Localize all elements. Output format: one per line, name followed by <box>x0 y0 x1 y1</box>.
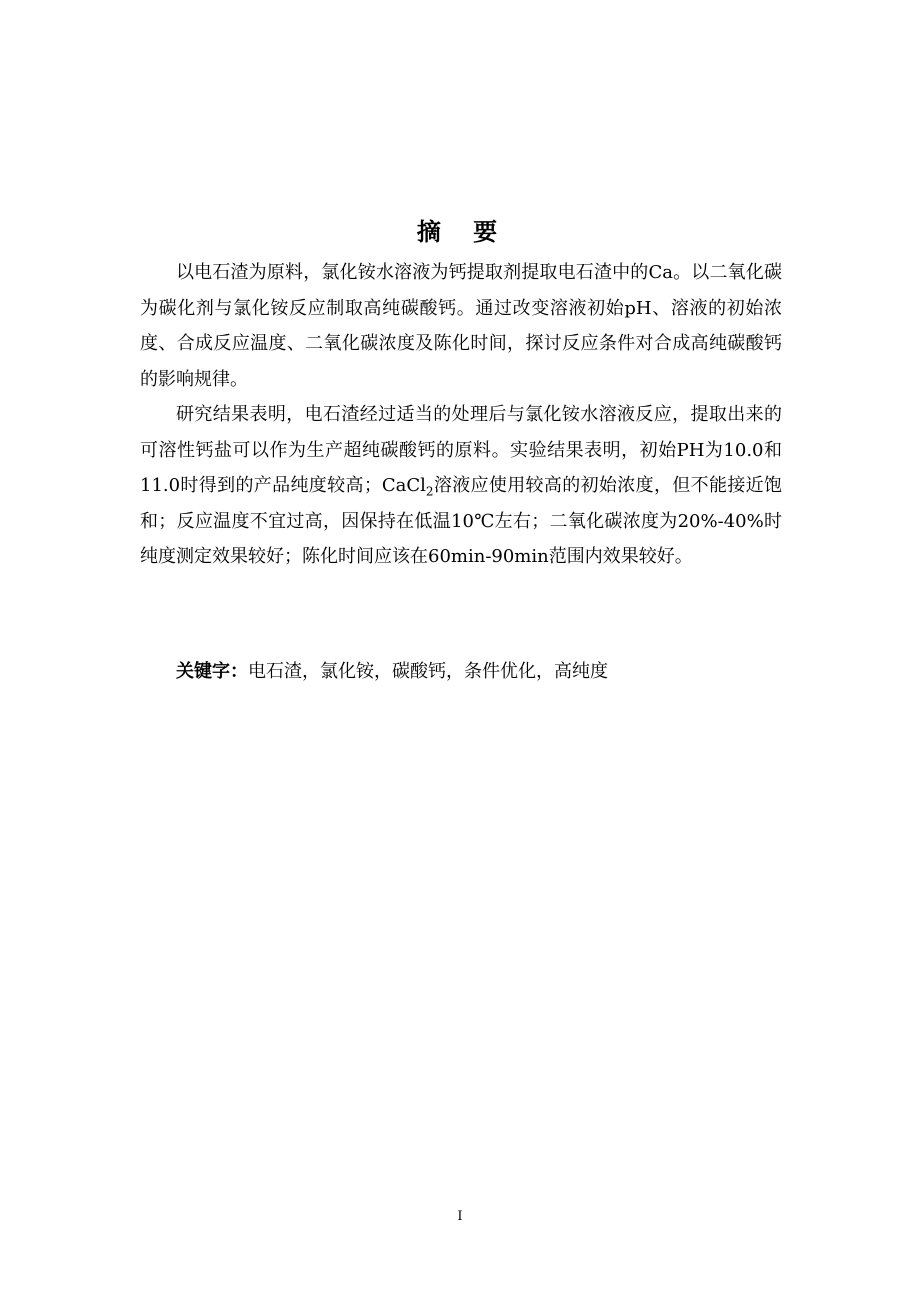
cacl2-subscript: 2 <box>425 484 434 499</box>
paragraph-2-text-part-2: 溶液应使用较高的初始浓度，但不能接近饱和；反应温度不宜过高，因保持在低温10℃左右；二氧化碳浓度为20%-40%时纯度测定效果较好；陈化时间应该在60min-90min范围内效果较好。 <box>140 475 782 567</box>
abstract-body <box>140 255 782 575</box>
abstract-title: 摘 要 <box>416 217 510 246</box>
keywords-label: 关键字： <box>176 661 248 682</box>
abstract-paragraph-1: 以电石渣为原料，氯化铵水溶液为钙提取剂提取电石渣中的Ca。以二氧化碳为碳化剂与氯化铵反应制取高纯碳酸钙。通过改变溶液初始pH、溶液的初始浓度、合成反应温度、二氧化碳浓度及陈化时间，探讨反应条件对合成高纯碳酸钙的影响规律。 <box>140 262 782 390</box>
keywords-line <box>140 654 782 690</box>
keywords-value: 电石渣，氯化铵，碳酸钙，条件优化，高纯度 <box>248 661 608 682</box>
abstract-paragraph-2 <box>140 397 782 575</box>
page-number: I <box>457 1209 463 1224</box>
paragraph-2-text-part-1: 研究结果表明，电石渣经过适当的处理后与氯化铵水溶液反应，提取出来的可溶性钙盐可以作为生产超纯碳酸钙的原料。实验结果表明，初始PH为10.0和11.0时得到的产品纯度较高；CaCl <box>140 404 782 496</box>
